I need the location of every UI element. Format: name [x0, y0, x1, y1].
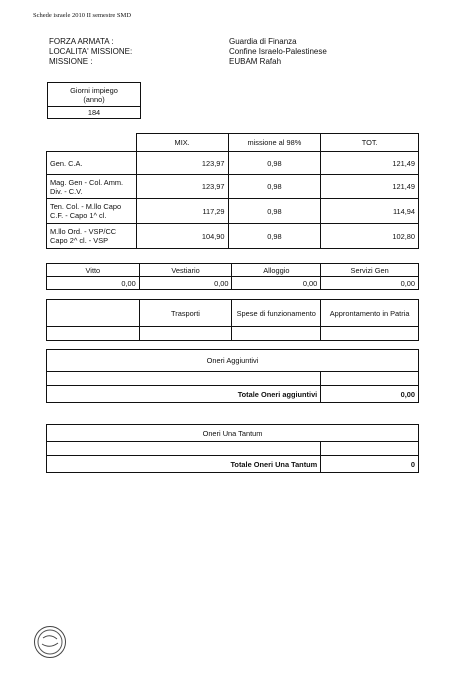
info-values [229, 37, 327, 67]
rate-grade: Ten. Col. - M.llo Capo C.F. - Capo 1^ cl. [47, 199, 137, 224]
cost-value-servizi: 0,00 [321, 277, 419, 290]
rate-tot: 121,49 [321, 152, 419, 175]
extra-table [46, 299, 419, 341]
rate-tot: 102,80 [321, 224, 419, 249]
cost-value-vestiario: 0,00 [139, 277, 232, 290]
rate-pct: 0,98 [228, 199, 321, 224]
costs-table [46, 263, 419, 290]
rate-mix: 104,90 [136, 224, 228, 249]
extra-header-empty [47, 300, 140, 327]
giorni-value: 184 [48, 107, 141, 119]
info-label-missione: MISSIONE : [49, 57, 93, 66]
oneri-cell [47, 372, 321, 386]
extra-header-spese: Spese di funzionamento [232, 300, 321, 327]
info-value-forza: Guardia di Finanza [229, 37, 297, 46]
extra-cell [232, 327, 321, 341]
oneri-cell [321, 372, 419, 386]
extra-cell [139, 327, 232, 341]
rate-tot: 114,94 [321, 199, 419, 224]
giorni-label: Giorni impiego (anno) [48, 83, 141, 107]
oneri-total-value: 0,00 [321, 386, 419, 403]
cost-value-alloggio: 0,00 [232, 277, 321, 290]
tantum-title: Oneri Una Tantum [47, 425, 419, 442]
tantum-table [46, 424, 419, 473]
cost-header-alloggio: Alloggio [232, 264, 321, 277]
tantum-cell [321, 442, 419, 456]
rate-grade: M.llo Ord. - VSP/CC Capo 2^ cl. - VSP [47, 224, 137, 249]
info-value-localita: Confine Israelo-Palestinese [229, 47, 327, 56]
rates-table [46, 133, 419, 249]
cost-header-vitto: Vitto [47, 264, 140, 277]
rate-mix: 123,97 [136, 152, 228, 175]
extra-header-approntamento: Approntamento in Patria [321, 300, 419, 327]
cost-header-servizi: Servizi Gen [321, 264, 419, 277]
extra-header-trasporti: Trasporti [139, 300, 232, 327]
rate-pct: 0,98 [228, 175, 321, 199]
info-label-forza: FORZA ARMATA : [49, 37, 114, 46]
extra-cell [47, 327, 140, 341]
cost-header-vestiario: Vestiario [139, 264, 232, 277]
rate-mix: 123,97 [136, 175, 228, 199]
rates-header-mix: MIX. [136, 134, 228, 152]
rate-grade: Mag. Gen - Col. Amm. Div. - C.V. [47, 175, 137, 199]
info-label-localita: LOCALITA' MISSIONE: [49, 47, 133, 56]
table-row [47, 224, 419, 249]
rate-pct: 0,98 [228, 152, 321, 175]
info-value-missione: EUBAM Rafah [229, 57, 282, 66]
rate-grade: Gen. C.A. [47, 152, 137, 175]
oneri-total-label: Totale Oneri aggiuntivi [47, 386, 321, 403]
rate-pct: 0,98 [228, 224, 321, 249]
giorni-table [47, 82, 141, 119]
rates-header-tot: TOT. [321, 134, 419, 152]
stamp-icon [35, 627, 65, 657]
rates-header-empty [47, 134, 137, 152]
extra-cell [321, 327, 419, 341]
rates-header-pct: missione al 98% [228, 134, 321, 152]
oneri-table [46, 349, 419, 403]
table-row [47, 152, 419, 175]
document-header: Schede israele 2010 II semestre SMD [33, 12, 132, 19]
tantum-total-value: 0 [321, 456, 419, 473]
official-stamp [34, 626, 66, 658]
rate-tot: 121,49 [321, 175, 419, 199]
tantum-cell [47, 442, 321, 456]
tantum-total-label: Totale Oneri Una Tantum [47, 456, 321, 473]
table-row [47, 175, 419, 199]
cost-value-vitto: 0,00 [47, 277, 140, 290]
info-labels [49, 37, 132, 67]
table-row [47, 199, 419, 224]
oneri-title: Oneri Aggiuntivi [47, 350, 419, 372]
rate-mix: 117,29 [136, 199, 228, 224]
